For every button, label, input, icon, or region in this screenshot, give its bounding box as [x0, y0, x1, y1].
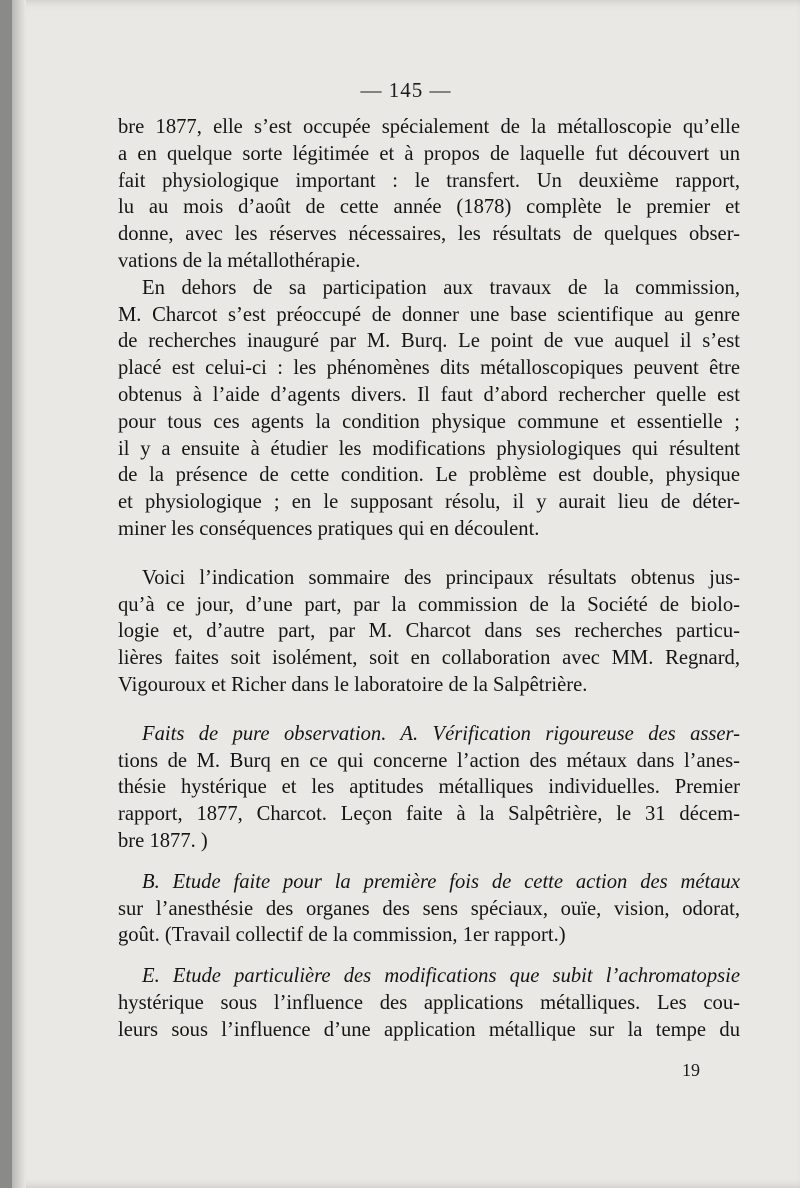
text-line: fait physiologique important : le transfert. Un deuxième rapport,: [118, 169, 740, 192]
text-line: thésie hystérique et les aptitudes métalliques individuelles. Premier: [118, 776, 740, 799]
paragraph-4: [118, 721, 740, 855]
text-line: de la présence de cette condition. Le problème est double, physique: [118, 464, 740, 487]
page-number: — 145 —: [360, 78, 452, 102]
spacer: [118, 949, 740, 963]
text-line: E. Etude particulière des modifications que subit l’achromatopsie: [142, 965, 740, 988]
text-line: B. Etude faite pour la première fois de cette action des métaux: [142, 870, 740, 893]
text-line: bre 1877, elle s’est occupée spécialement de la métalloscopie qu’elle: [118, 116, 740, 138]
text-line: pour tous ces agents la condition physique commune et essentielle ;: [118, 410, 740, 433]
paragraph-1: [118, 114, 740, 275]
body-text: [118, 114, 740, 1044]
text-line: Vigouroux et Richer dans le laboratoire de la Salpêtrière.: [118, 673, 588, 696]
text-line: il y a ensuite à étudier les modifications physiologiques qui résultent: [118, 437, 740, 460]
text-line: Voici l’indication sommaire des principaux résultats obtenus jus-: [142, 566, 740, 589]
text-line: obtenus à l’aide d’agents divers. Il faut d’abord rechercher quelle est: [118, 383, 740, 406]
signature-mark: 19: [682, 1060, 700, 1080]
text-line: de recherches inauguré par M. Burq. Le point de vue auquel il s’est: [118, 330, 740, 353]
book-page: [12, 0, 800, 1188]
text-line: miner les conséquences pratiques qui en découlent.: [118, 517, 540, 540]
text-line: bre 1877. ): [118, 829, 208, 852]
text-line: et physiologique ; en le supposant résolu, il y aurait lieu de déter-: [118, 491, 740, 514]
text-line: vations de la métallothérapie.: [118, 249, 361, 272]
text-line: lières faites soit isolément, soit en collaboration avec MM. Regnard,: [118, 647, 740, 670]
text-line: sur l’anesthésie des organes des sens spéciaux, ouïe, vision, odorat,: [118, 897, 740, 920]
text-line: logie et, d’autre part, par M. Charcot dans ses recherches particu-: [118, 620, 740, 643]
text-line: a en quelque sorte légitimée et à propos de laquelle fut découvert un: [118, 142, 740, 165]
text-line: placé est celui-ci : les phénomènes dits métalloscopiques peuvent être: [118, 357, 740, 380]
paragraph-3: [118, 565, 740, 699]
paragraph-5: [118, 869, 740, 949]
text-line: lu au mois d’août de cette année (1878) complète le premier et: [118, 196, 740, 219]
spacer: [118, 543, 740, 565]
text-line: Faits de pure observation. A. Vérification rigoureuse des asser-: [142, 722, 740, 745]
paragraph-2: [118, 275, 740, 543]
text-line: En dehors de sa participation aux travaux de la commission,: [142, 276, 740, 299]
text-line: M. Charcot s’est préoccupé de donner une base scientifique au genre: [118, 303, 740, 326]
paragraph-6: [118, 963, 740, 1043]
text-line: qu’à ce jour, d’une part, par la commission de la Société de biolo-: [118, 593, 740, 616]
spacer: [118, 699, 740, 721]
spacer: [118, 855, 740, 869]
text-line: goût. (Travail collectif de la commission, 1er rapport.): [118, 924, 566, 947]
text-line: rapport, 1877, Charcot. Leçon faite à la Salpêtrière, le 31 décem-: [118, 803, 740, 826]
text-line: tions de M. Burq en ce qui concerne l’action des métaux dans l’anes-: [118, 749, 740, 772]
text-line: leurs sous l’influence d’une application métallique sur la tempe du: [118, 1018, 740, 1041]
text-line: donne, avec les réserves nécessaires, les résultats de quelques obser-: [118, 223, 740, 246]
text-line: hystérique sous l’influence des applications métalliques. Les cou-: [118, 991, 740, 1014]
